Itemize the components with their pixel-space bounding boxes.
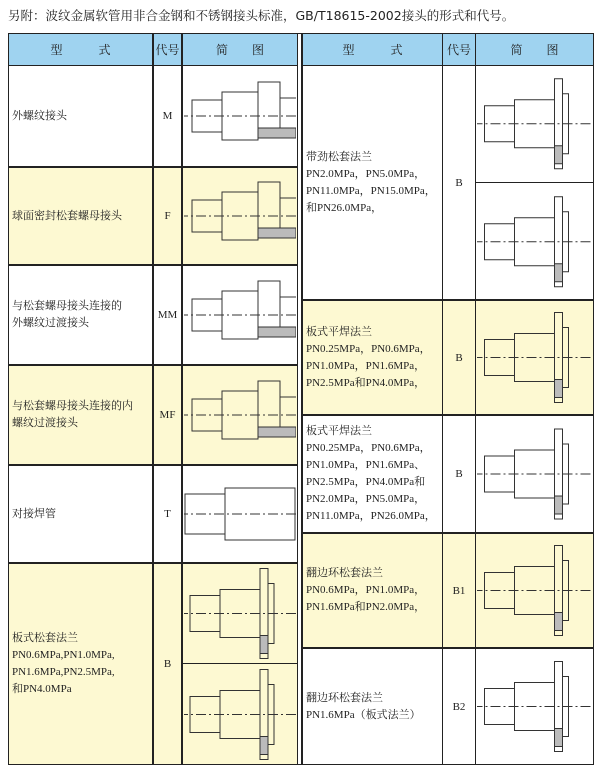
code-cell [153,365,182,465]
header-type-label: 型 式 [342,43,403,57]
code-cell [153,265,182,365]
code-text: B [455,176,463,189]
type-text: PN1.0MPa，PN1.6MPa、 [306,459,426,471]
code-cell [442,65,476,300]
fitting-diagram [477,419,592,529]
type-text: PN0.25MPa，PN0.6MPa， [306,442,431,454]
header-diagram [182,33,298,66]
fitting-diagram [184,567,296,660]
type-text: PN2.0MPa，PN5.0MPa， [306,167,426,180]
code-cell [153,465,182,563]
type-text: 与松套螺母接头连接的 [12,300,122,312]
code-cell [442,300,476,415]
code-text: B [455,468,463,480]
type-text: PN11.0MPa，PN26.0MPa， [306,510,436,522]
code-cell [153,563,182,765]
fitting-diagram [477,652,592,761]
header-diagram [475,33,594,66]
type-text: PN1.6MPa和PN2.0MPa， [306,601,426,613]
code-cell [442,415,476,533]
type-text: PN11.0MPa，PN15.0MPa， [306,184,436,197]
type-cell [8,65,153,167]
type-text: 外螺纹接头 [12,109,67,122]
header-type-label: 型 式 [50,43,111,57]
code-text: B2 [452,700,466,713]
type-text: PN2.0MPa，PN5.0MPa， [306,493,426,505]
type-cell [302,415,443,533]
code-cell [153,65,182,167]
type-text: 螺纹过渡接头 [12,417,78,429]
type-text: 板式平焊法兰 [306,325,372,338]
fitting-diagram [184,269,296,361]
type-text: 对接焊管 [12,507,56,520]
type-text: 和PN26.0MPa， [306,201,383,214]
type-cell [302,533,443,648]
code-text: B [163,658,172,670]
type-cell [302,300,443,415]
code-text: MF [159,409,176,421]
type-text: 和PN4.0MPa [12,683,72,695]
type-text: 板式平焊法兰 [306,425,372,437]
header-code-label: 代号 [446,43,471,57]
type-cell [8,265,153,365]
header-type [8,33,153,66]
type-text: PN0.6MPa,PN1.0MPa, [12,649,115,661]
page-title: 另附：波纹金属软管用非合金钢和不锈钢接头标准，GB/T18615-2002接头的形式和代号。 [8,8,515,23]
header-code [153,33,182,66]
header-code [442,33,476,66]
type-text: PN0.6MPa，PN1.0MPa， [306,584,426,596]
type-text: 球面密封松套螺母接头 [12,209,122,222]
type-text: PN1.6MPa,PN2.5MPa, [12,666,115,678]
code-cell [442,648,476,765]
code-text: MM [157,309,178,321]
type-text: PN2.5MPa，PN4.0MPa和 [306,476,426,488]
type-text: PN1.6MPa（板式法兰） [306,708,421,721]
type-cell [8,167,153,265]
code-cell [442,533,476,648]
code-text: F [164,210,171,222]
fitting-diagram [477,187,592,297]
fitting-diagram [477,537,592,644]
code-cell [153,167,182,265]
fitting-diagram [184,668,296,761]
code-text: B1 [452,584,466,597]
type-cell [8,465,153,563]
fitting-diagram [477,304,592,411]
type-cell [8,365,153,465]
type-text: PN1.0MPa，PN1.6MPa， [306,359,426,372]
fitting-diagram [184,469,296,559]
code-text: B [455,351,463,364]
header-diagram-label: 简 图 [215,43,264,57]
type-text: PN2.5MPa和PN4.0MPa， [306,376,426,389]
type-text: PN0.25MPa，PN0.6MPa， [306,342,431,355]
fitting-diagram [184,171,296,261]
header-type [302,33,443,66]
type-text: 翻边环松套法兰 [306,691,383,704]
type-text: 与松套螺母接头连接的内 [12,400,133,412]
type-text: 外螺纹过渡接头 [12,317,89,329]
fitting-diagram [184,69,296,163]
fitting-diagram [477,69,592,179]
type-cell [302,648,443,765]
type-cell [302,65,443,300]
fitting-diagram [184,369,296,461]
code-text: M [162,110,173,122]
type-cell [8,563,153,765]
code-text: T [164,508,171,520]
header-code-label: 代号 [155,43,180,57]
type-text: 板式松套法兰 [12,632,78,644]
type-text: 翻边环松套法兰 [306,567,383,579]
header-diagram-label: 简 图 [510,43,559,57]
type-text: 带劲松套法兰 [306,150,372,163]
